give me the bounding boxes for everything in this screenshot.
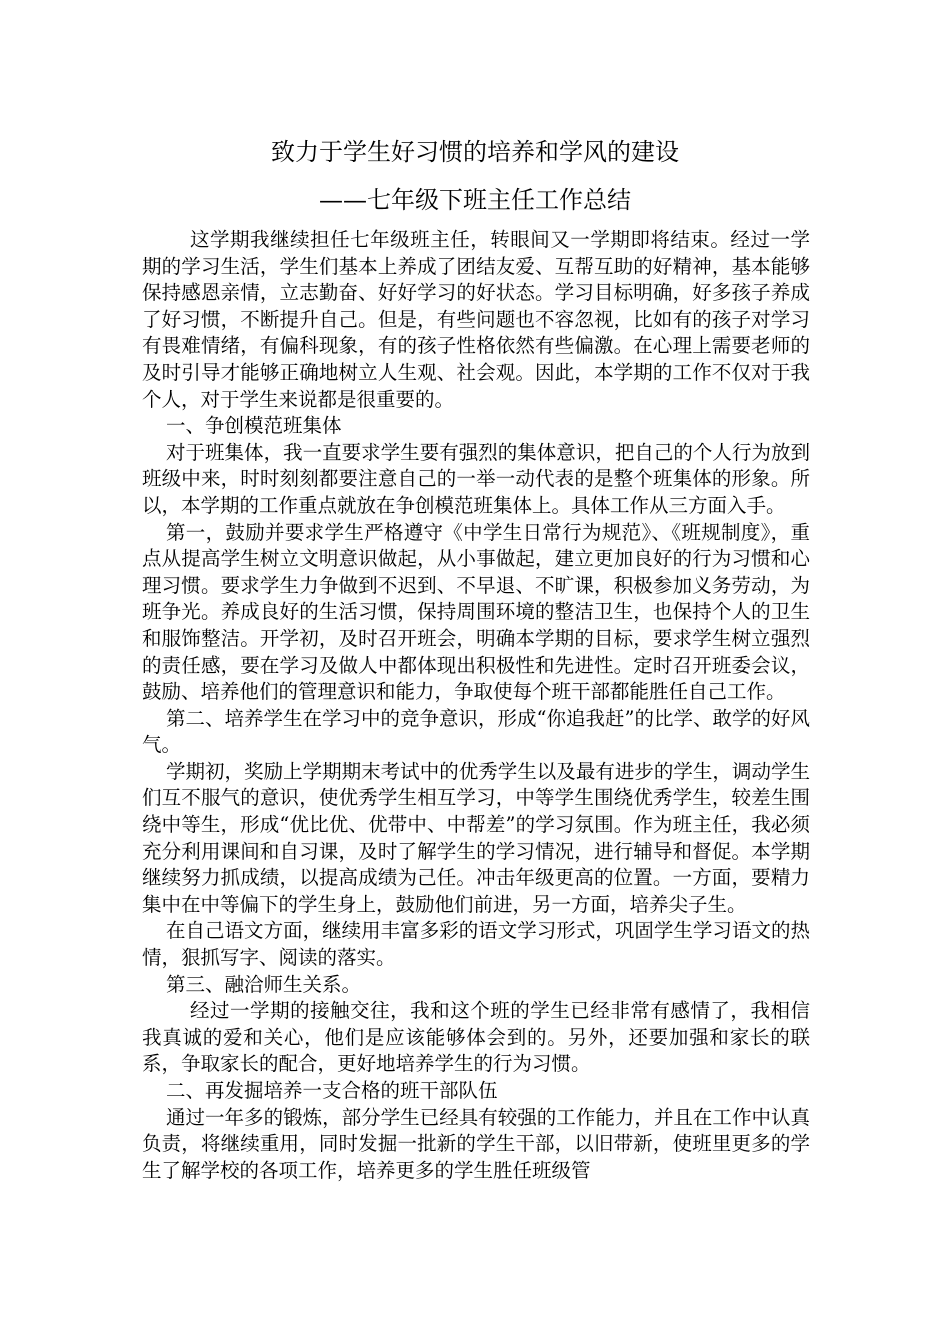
paragraph-chinese-study: 在自己语文方面，继续用丰富多彩的语文学习形式，巩固学生学习语文的热情，狠抓写字、阅读的落实。 (142, 919, 810, 970)
paragraph-third-point: 第三、融洽师生关系。 (166, 972, 362, 996)
paragraph-class-collective: 对于班集体，我一直要求学生要有强烈的集体意识，把自己的个人行为放到班级中来，时时刻刻都要注意自己的一举一动代表的是整个班集体的形象。所以，本学期的工作重点就放在争创模范班集体上。具体工作从三方面入手。 (142, 440, 810, 517)
paragraph-class-cadres: 通过一年多的锻炼，部分学生已经具有较强的工作能力，并且在工作中认真负责，将继续重用，同时发掘一批新的学生干部，以旧带新，使班里更多的学生了解学校的各项工作，培养更多的学生胜任班级管 (142, 1105, 810, 1182)
document-subtitle: ——七年级下班主任工作总结 (319, 186, 631, 214)
section-heading-2: 二、再发掘培养一支合格的班干部队伍 (166, 1079, 498, 1102)
paragraph-first-point: 第一，鼓励并要求学生严格遵守《中学生日常行为规范》、《班规制度》，重点从提高学生树立文明意识做起，从小事做起，建立更加良好的行为习惯和心理习惯。要求学生力争做到不迟到、不早退、不旷课，积极参加义务劳动，为班争光。养成良好的生活习惯，保持周围环境的整洁卫生，也保持个人的卫生和服饰整洁。开学初，及时召开班会，明确本学期的目标，要求学生树立强烈的责任感，要在学习及做人中都体现出积极性和先进性。定时召开班委会议，鼓励、培养他们的管理意识和能力，争取使每个班干部都能胜任自己工作。 (142, 520, 810, 704)
document-body (142, 227, 810, 1184)
paragraph-teacher-student: 经过一学期的接触交往，我和这个班的学生已经非常有感情了，我相信我真诚的爱和关心，他们是应该能够体会到的。另外，还要加强和家长的联系，争取家长的配合，更好地培养学生的行为习惯。 (142, 999, 810, 1076)
paragraph-intro: 这学期我继续担任七年级班主任，转眼间又一学期即将结束。经过一学期的学习生活，学生们基本上养成了团结友爱、互帮互助的好精神，基本能够保持感恩亲情，立志勤奋、好好学习的好状态。学习目标明确，好多孩子养成了好习惯，不断提升自己。但是，有些问题也不容忽视，比如有的孩子对学习有畏难情绪，有偏科现象，有的孩子性格依然有些偏激。在心理上需要老师的及时引导才能够正确地树立人生观、社会观。因此，本学期的工作不仅对于我个人，对于学生来说都是很重要的。 (142, 228, 810, 411)
paragraph-semester-start: 学期初，奖励上学期期末考试中的优秀学生以及最有进步的学生，调动学生们互不服气的意识，使优秀学生相互学习，中等学生围绕优秀学生，较差生围绕中等生，形成“优比优、优带中、中帮差”的学习氛围。作为班主任，我必须充分利用课间和自习课，及时了解学生的学习情况，进行辅导和督促。本学期继续努力抓成绩，以提高成绩为己任。冲击年级更高的位置。一方面，要精力集中在中等偏下的学生身上，鼓励他们前进，另一方面，培养尖子生。 (142, 759, 810, 916)
paragraph-second-point: 第二、培养学生在学习中的竞争意识，形成“你追我赶”的比学、敢学的好风气。 (142, 706, 810, 757)
section-heading-1: 一、争创模范班集体 (166, 414, 342, 438)
document-title: 致力于学生好习惯的培养和学风的建设 (271, 138, 679, 166)
